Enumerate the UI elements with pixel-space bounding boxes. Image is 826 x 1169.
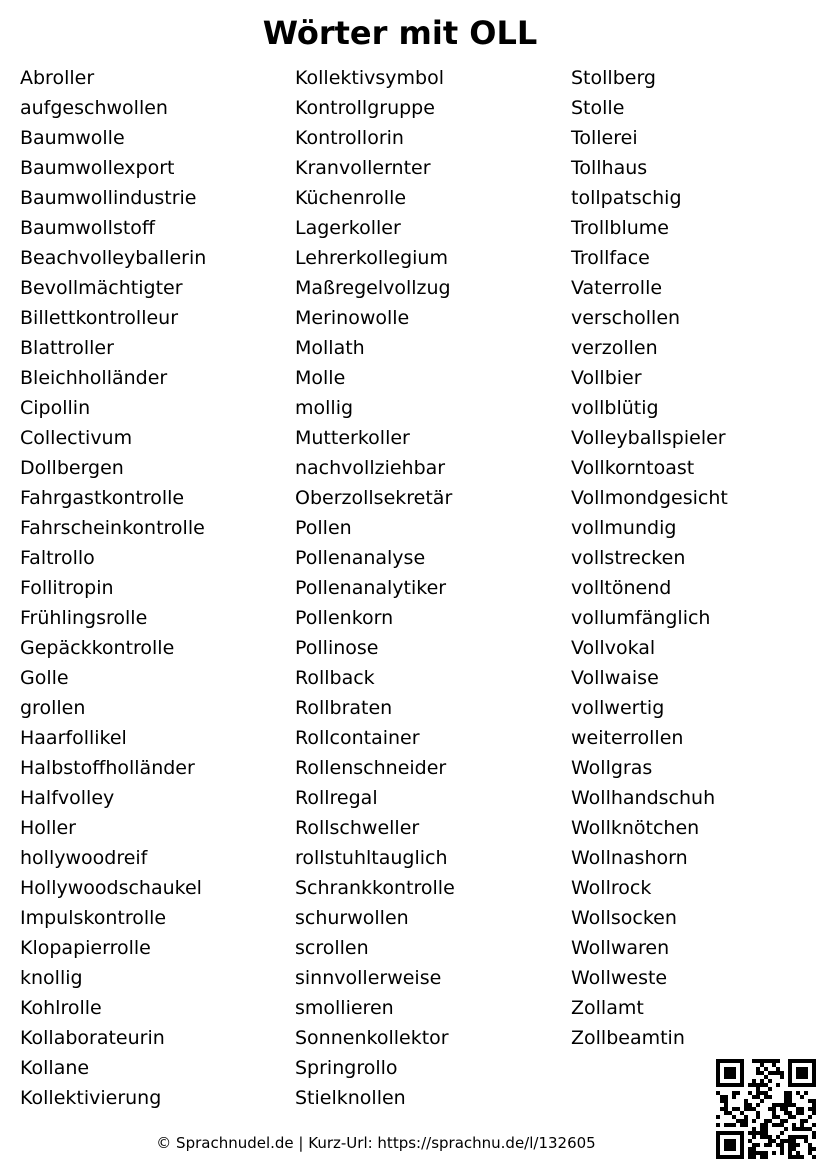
word-item: Frühlingsrolle [20,607,148,629]
word-item: Fahrgastkontrolle [20,487,185,509]
word-item: aufgeschwollen [20,97,168,119]
word-item: nachvollziehbar [295,457,446,479]
word-item: Gepäckkontrolle [20,637,175,659]
word-item: Holler [20,817,76,839]
word-item: Baumwollindustrie [20,187,197,209]
word-item: Follitropin [20,577,114,599]
word-item: Golle [20,667,69,689]
word-item: Trollface [571,247,650,269]
word-item: Cipollin [20,397,91,419]
word-item: Wollgras [571,757,653,779]
word-item: Pollenkorn [295,607,394,629]
word-item: Rollschweller [295,817,420,839]
word-item: Trollblume [571,217,669,239]
word-item: Vollwaise [571,667,659,689]
word-item: Kontrollgruppe [295,97,435,119]
word-item: Baumwollexport [20,157,175,179]
word-item: Lehrerkollegium [295,247,448,269]
word-item: Vollbier [571,367,642,389]
word-item: knollig [20,967,83,989]
word-item: volltönend [571,577,672,599]
word-item: Mutterkoller [295,427,410,449]
word-item: Billettkontrolleur [20,307,179,329]
word-item: Rollbraten [295,697,393,719]
word-item: Blattroller [20,337,114,359]
word-item: verzollen [571,337,658,359]
word-item: Volleyballspieler [571,427,726,449]
word-item: Faltrollo [20,547,95,569]
word-item: mollig [295,397,354,419]
word-item: Springrollo [295,1057,398,1079]
word-item: Abroller [20,67,95,89]
word-item: smollieren [295,997,394,1019]
word-item: Pollenanalyse [295,547,426,569]
word-item: Rollcontainer [295,727,420,749]
word-item: Rollenschneider [295,757,447,779]
footer-credit: © Sprachnudel.de | Kurz-Url: https://sprachnu.de/l/132605 [156,1134,596,1152]
word-item: vollwertig [571,697,665,719]
word-item: Dollbergen [20,457,124,479]
word-item: weiterrollen [571,727,684,749]
word-item: Kohlrolle [20,997,102,1019]
word-item: Baumwolle [20,127,125,149]
word-item: tollpatschig [571,187,682,209]
word-item: rollstuhltauglich [295,847,448,869]
word-item: Küchenrolle [295,187,407,209]
word-item: Maßregelvollzug [295,277,451,299]
word-item: Halbstoffholländer [20,757,195,779]
word-item: Vollvokal [571,637,656,659]
word-item: hollywoodreif [20,847,148,869]
word-item: Hollywoodschaukel [20,877,202,899]
word-item: scrollen [295,937,369,959]
word-item: vollstrecken [571,547,686,569]
word-item: Tollhaus [571,157,648,179]
word-item: vollumfänglich [571,607,711,629]
word-item: Pollen [295,517,352,539]
word-item: Merinowolle [295,307,410,329]
word-item: Halfvolley [20,787,115,809]
word-item: Schrankkontrolle [295,877,455,899]
word-item: Vaterrolle [571,277,663,299]
word-item: Lagerkoller [295,217,401,239]
word-item: Stolle [571,97,625,119]
word-item: Kollektivsymbol [295,67,444,89]
word-item: Bleichholländer [20,367,168,389]
word-item: Collectivum [20,427,133,449]
word-item: schurwollen [295,907,409,929]
word-item: Klopapierrolle [20,937,151,959]
word-item: Rollregal [295,787,378,809]
word-item: Haarfollikel [20,727,127,749]
word-item: Pollenanalytiker [295,577,447,599]
word-item: Wollweste [571,967,668,989]
word-item: sinnvollerweise [295,967,442,989]
word-item: verschollen [571,307,681,329]
word-item: Bevollmächtigter [20,277,183,299]
word-item: vollblütig [571,397,659,419]
word-item: Sonnenkollektor [295,1027,449,1049]
word-item: Vollmondgesicht [571,487,728,509]
word-item: Stollberg [571,67,656,89]
word-column-1 [20,63,206,1113]
word-item: Rollback [295,667,375,689]
word-item: Kollaborateurin [20,1027,165,1049]
word-item: Kontrollorin [295,127,404,149]
word-item: Vollkorntoast [571,457,695,479]
word-item: Wollnashorn [571,847,688,869]
word-item: Fahrscheinkontrolle [20,517,205,539]
word-item: Zollbeamtin [571,1027,685,1049]
word-item: Wollwaren [571,937,670,959]
word-item: Baumwollstoff [20,217,156,239]
word-item: Impulskontrolle [20,907,167,929]
word-item: Stielknollen [295,1087,406,1109]
word-item: Kranvollernter [295,157,431,179]
word-item: Zollamt [571,997,644,1019]
word-column-3 [571,63,728,1053]
word-item: vollmundig [571,517,677,539]
word-item: Kollektivierung [20,1087,162,1109]
word-item: Molle [295,367,346,389]
word-item: Wollrock [571,877,652,899]
word-item: Wollsocken [571,907,677,929]
word-item: Tollerei [571,127,638,149]
word-column-2 [295,63,455,1113]
word-item: Pollinose [295,637,379,659]
word-item: grollen [20,697,86,719]
word-item: Oberzollsekretär [295,487,453,509]
word-item: Mollath [295,337,365,359]
word-item: Wollhandschuh [571,787,716,809]
word-item: Kollane [20,1057,90,1079]
word-item: Beachvolleyballerin [20,247,207,269]
page-title: Wörter mit OLL [262,14,538,52]
word-item: Wollknötchen [571,817,700,839]
